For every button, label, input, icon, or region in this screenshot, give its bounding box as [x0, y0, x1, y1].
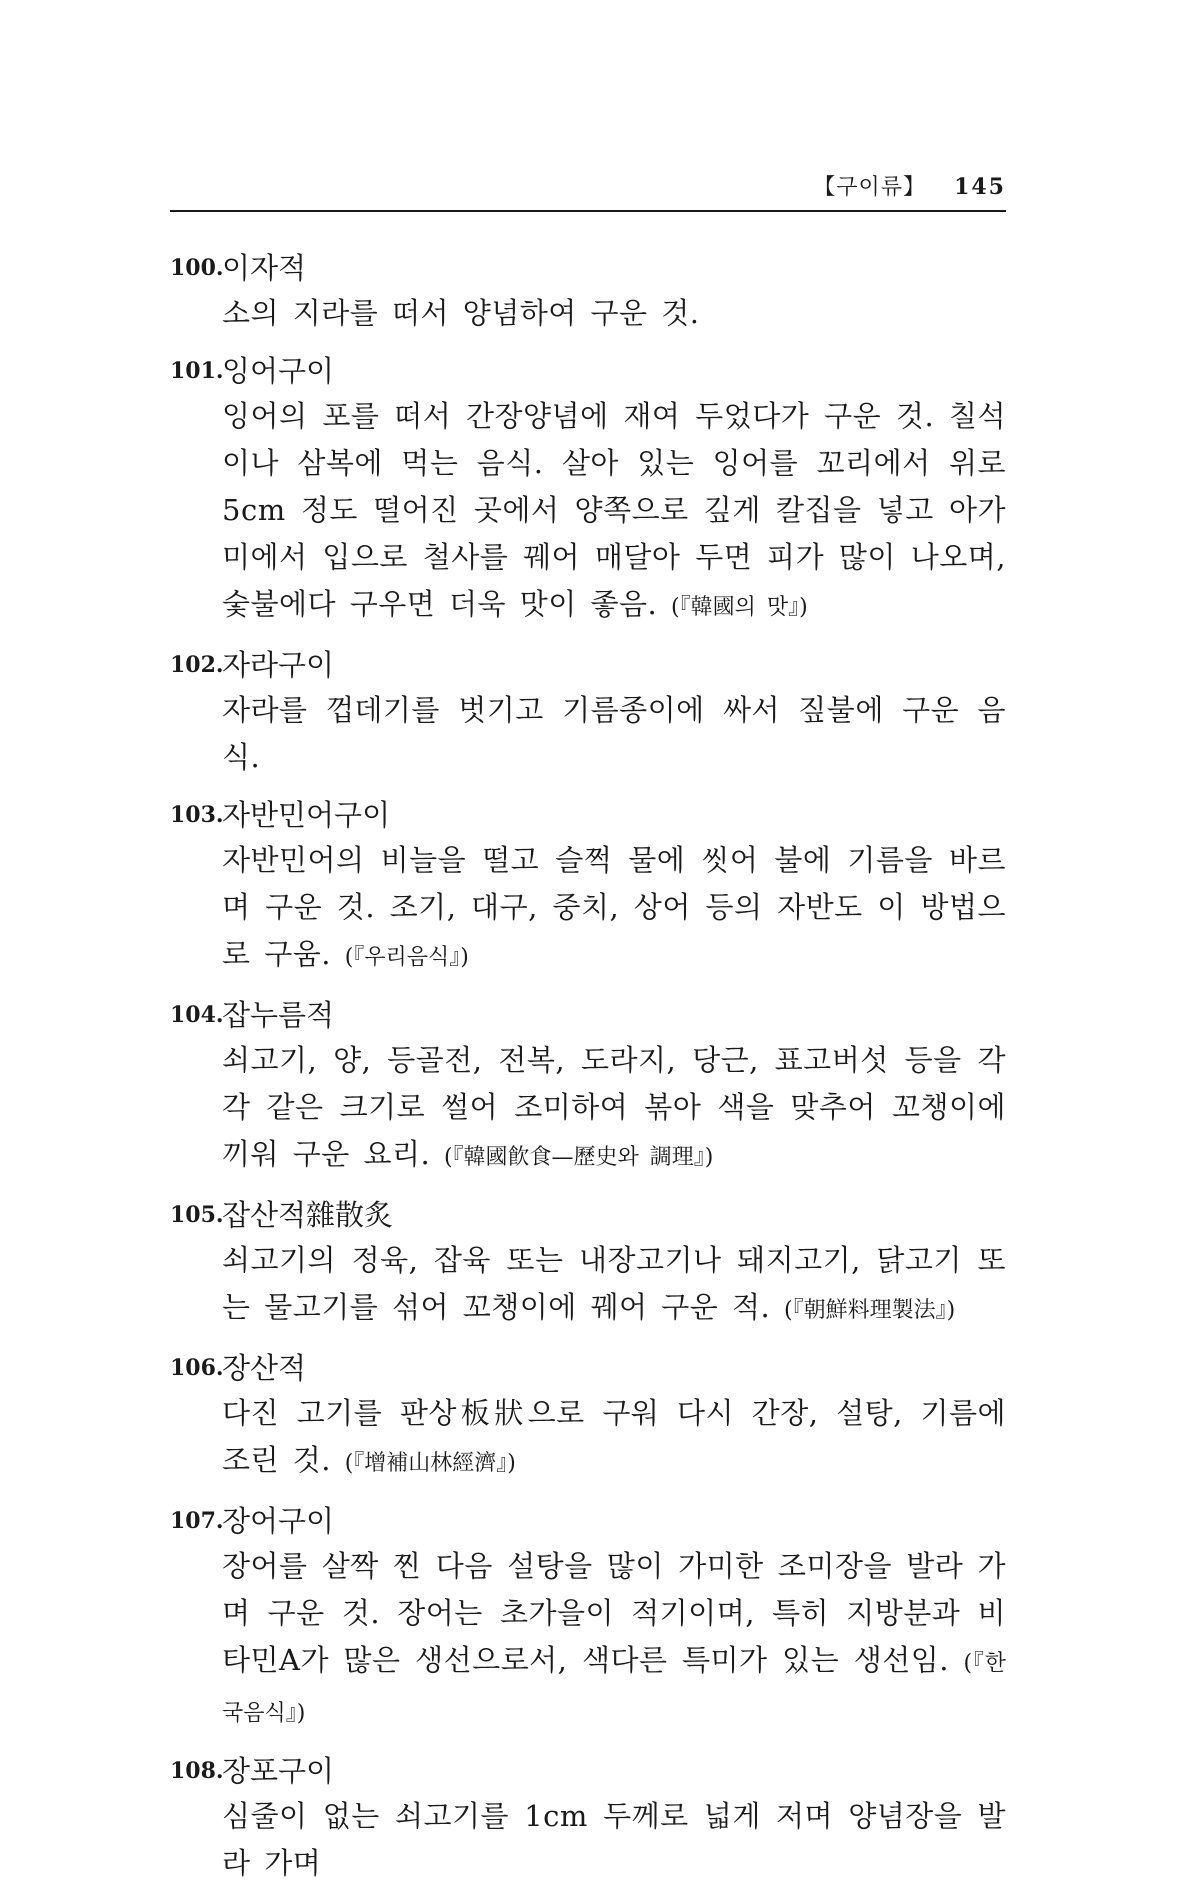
entry-heading	[170, 793, 1006, 837]
entry-source: (『增補山林經濟』)	[344, 1451, 516, 1476]
entry-description	[222, 1390, 1006, 1487]
entry-104	[170, 993, 1006, 1181]
section-title: 【구이류】	[813, 175, 927, 200]
entry-source: (『韓國飮食—歷史와 調理』)	[443, 1145, 714, 1170]
entry-number: 100.	[170, 255, 224, 281]
entry-description	[222, 1543, 1006, 1737]
entry-title: 장어구이	[222, 1504, 335, 1538]
entry-title: 자반민어구이	[222, 798, 391, 832]
entry-title: 잡산적雜散炙	[222, 1198, 394, 1232]
entry-text: 장어를 살짝 찐 다음 설탕을 많이 가미한 조미장을 발라 가며 구운 것. 장어는 초가을이 적기이며, 특히 지방분과 비타민A가 많은 생선으로서, 색다른 특미가 있는 생선임.	[222, 1549, 1006, 1677]
entry-number: 104.	[170, 1002, 224, 1028]
entry-title: 잡누름적	[222, 998, 335, 1032]
entry-heading	[170, 1749, 1006, 1793]
entry-description	[222, 393, 1006, 631]
entry-text: 다진 고기를 판상板狀으로 구워 다시 간장, 설탕, 기름에 조린 것.	[222, 1396, 1006, 1477]
entry-number: 101.	[170, 358, 224, 384]
page-number: 145	[954, 174, 1006, 200]
entry-heading	[170, 349, 1006, 393]
entry-heading	[170, 993, 1006, 1037]
entry-text: 쇠고기, 양, 등골전, 전복, 도라지, 당근, 표고버섯 등을 각각 같은 크기로 썰어 조미하여 볶아 색을 맞추어 꼬챙이에 끼워 구운 요리.	[222, 1043, 1006, 1171]
entry-number: 103.	[170, 802, 224, 828]
entry-text: 잉어의 포를 떠서 간장양념에 재여 두었다가 구운 것. 칠석이나 삼복에 먹는 음식. 살아 있는 잉어를 꼬리에서 위로 5cm 정도 떨어진 곳에서 양쪽으로 깊게 칼집을 넣고 아가미에서 입으로 철사를 꿰어 매달아 두면 피가 많이 나오며, 숯불에다 구우면 더욱 맛이 좋음.	[222, 399, 1006, 621]
entry-text: 심줄이 없는 쇠고기를 1cm 두께로 넓게 저며 양념장을 발라 가며	[222, 1799, 1006, 1880]
entry-description	[222, 1237, 1006, 1334]
entry-heading	[170, 1499, 1006, 1543]
entry-102	[170, 643, 1006, 781]
entry-100	[170, 246, 1006, 337]
entry-text: 자반민어의 비늘을 떨고 슬쩍 물에 씻어 불에 기름을 바르며 구운 것. 조기, 대구, 중치, 상어 등의 자반도 이 방법으로 구움.	[222, 843, 1006, 971]
entry-101	[170, 349, 1006, 631]
entry-number: 107.	[170, 1508, 224, 1534]
entry-108	[170, 1749, 1006, 1887]
entry-heading	[170, 1193, 1006, 1237]
entry-text: 소의 지라를 떠서 양념하여 구운 것.	[222, 296, 700, 330]
entry-text: 자라를 껍데기를 벗기고 기름종이에 싸서 짚불에 구운 음식.	[222, 693, 1006, 774]
entry-106	[170, 1346, 1006, 1487]
entry-title: 장포구이	[222, 1754, 335, 1788]
entry-number: 106.	[170, 1355, 224, 1381]
header-rule	[170, 210, 1006, 212]
entry-title: 이자적	[222, 251, 307, 285]
entry-list	[170, 246, 1006, 1899]
entry-source: (『우리음식』)	[344, 945, 469, 970]
entry-description	[222, 290, 1006, 337]
entry-title: 자라구이	[222, 648, 335, 682]
entry-title: 장산적	[222, 1351, 307, 1385]
entry-heading	[170, 246, 1006, 290]
entry-description	[222, 1037, 1006, 1181]
entry-105	[170, 1193, 1006, 1334]
entry-title: 잉어구이	[222, 354, 335, 388]
entry-text: 쇠고기의 정육, 잡육 또는 내장고기나 돼지고기, 닭고기 또는 물고기를 섞어 꼬챙이에 꿰어 구운 적.	[222, 1243, 1006, 1324]
entry-description	[222, 837, 1006, 981]
entry-103	[170, 793, 1006, 981]
entry-number: 105.	[170, 1202, 224, 1228]
entry-description	[222, 687, 1006, 781]
entry-description	[222, 1793, 1006, 1887]
entry-heading	[170, 643, 1006, 687]
entry-source: (『朝鮮料理製法』)	[783, 1298, 956, 1323]
entry-107	[170, 1499, 1006, 1737]
entry-source: (『한국음식』)	[222, 1651, 1006, 1726]
entry-heading	[170, 1346, 1006, 1390]
entry-number: 108.	[170, 1758, 224, 1784]
entry-number: 102.	[170, 652, 224, 678]
running-head	[170, 170, 1006, 210]
entry-source: (『韓國의 맛』)	[671, 595, 808, 620]
